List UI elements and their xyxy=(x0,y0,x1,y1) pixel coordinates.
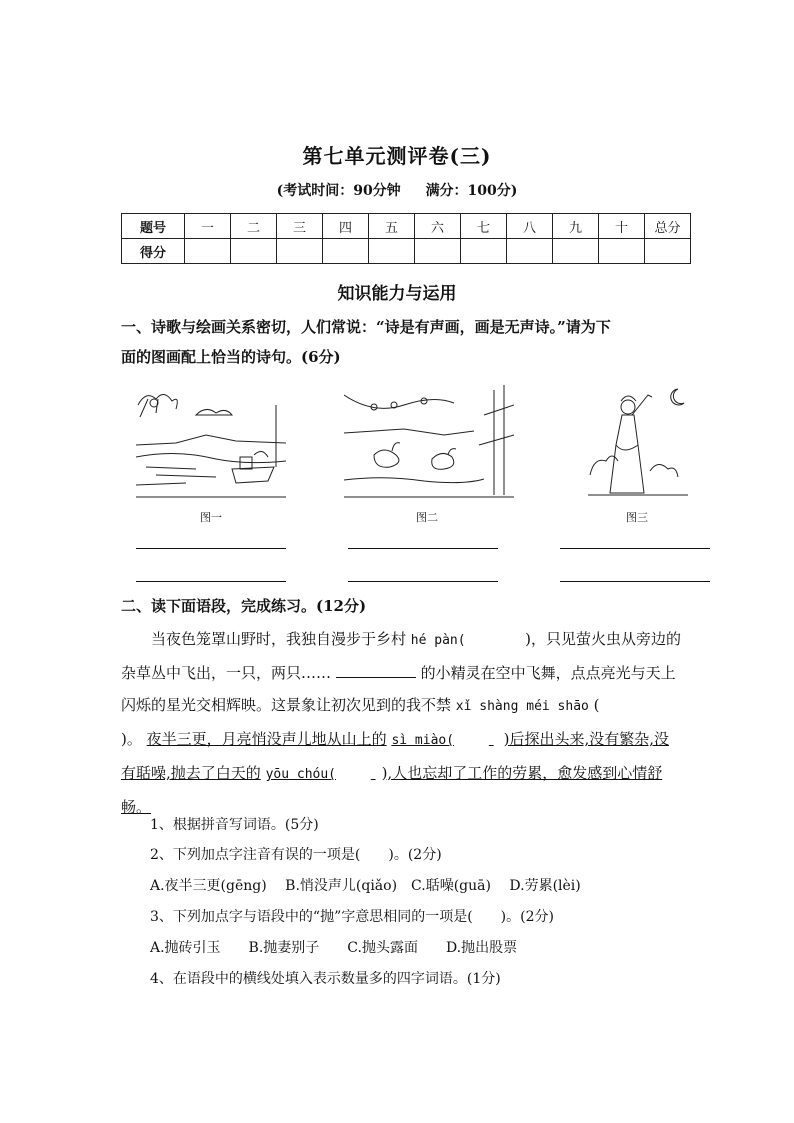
score-cell[interactable] xyxy=(277,239,323,264)
score-col: 七 xyxy=(461,214,507,239)
score-cell[interactable] xyxy=(323,239,369,264)
sub-question-3-options: A.抛砖引玉 B.抛妻别子 C.抛头露面 D.抛出股票 xyxy=(150,940,518,956)
score-col: 一 xyxy=(185,214,231,239)
score-cell[interactable] xyxy=(507,239,553,264)
score-col: 三 xyxy=(277,214,323,239)
underlined-text: ),人也忘却了工作的劳累，愈发感到心情舒畅。 xyxy=(121,764,663,816)
figure-3-illustration xyxy=(588,385,688,500)
sub-question-2-options: A.夜半三更(gēng) B.悄没声儿(qiǎo) C.聒噪(guā) D.劳累(lèi) xyxy=(150,878,581,894)
sub-question-1: 1、根据拼音写词语。(5分) xyxy=(150,817,319,833)
question-2-title: 二、读下面语段，完成练习。(12分) xyxy=(121,597,367,615)
figure-1-caption: 图一 xyxy=(200,511,222,524)
pinyin-you-chou: yōu chóu( xyxy=(265,767,337,782)
answer-line-fig1-1[interactable] xyxy=(136,548,286,549)
underlined-text: 夜半三更，月亮悄没声儿地从山上的 xyxy=(146,730,387,748)
passage-text: ( xyxy=(593,696,600,714)
answer-line-fig2-1[interactable] xyxy=(348,548,498,549)
score-col: 四 xyxy=(323,214,369,239)
sub-question-2: 2、下列加点字注音有误的一项是( )。(2分) xyxy=(150,847,442,863)
reading-passage xyxy=(121,623,681,823)
question-1-line2: 面的图画配上恰当的诗句。(6分) xyxy=(121,348,341,366)
score-cell[interactable] xyxy=(185,239,231,264)
underlined-text: )后探出头来,没有繁杂,没有聒噪,抛去了白天的 xyxy=(121,730,670,782)
question-1-line1: 一、诗歌与绘画关系密切，人们常说：“诗是有声画，画是无声诗。”请为下 xyxy=(121,318,611,336)
score-col: 八 xyxy=(507,214,553,239)
score-table-head-label: 题号 xyxy=(122,214,185,239)
answer-line-fig1-2[interactable] xyxy=(136,581,286,582)
passage-text: )。 xyxy=(121,730,142,748)
pinyin-xi-shang-mei-shao: xǐ shàng méi shāo xyxy=(455,699,589,714)
passage-text: 的小精灵在空中飞舞，点点亮光与天上闪烁的星光交相辉映。这景象让初次见到的我不禁 xyxy=(121,664,676,714)
answer-line-fig2-2[interactable] xyxy=(348,581,498,582)
pinyin-blank[interactable] xyxy=(459,723,499,755)
question-1 xyxy=(121,312,681,372)
figure-1-illustration xyxy=(136,385,286,500)
sub-question-4: 4、在语段中的横线处填入表示数量多的四字词语。(1分) xyxy=(150,971,501,987)
passage-text: 当夜色笼罩山野时，我独自漫步于乡村 xyxy=(151,630,407,648)
score-col: 九 xyxy=(553,214,599,239)
score-cell[interactable] xyxy=(231,239,277,264)
score-table xyxy=(121,213,691,264)
score-cell[interactable] xyxy=(461,239,507,264)
figure-2-illustration xyxy=(344,385,514,500)
section-title: 知识能力与运用 xyxy=(337,284,457,304)
pinyin-si-miao: sì miào( xyxy=(391,733,455,748)
score-cell[interactable] xyxy=(415,239,461,264)
figure-3-caption: 图三 xyxy=(626,511,648,524)
score-table-head-row xyxy=(122,214,691,239)
answer-line-fig3-1[interactable] xyxy=(560,548,710,549)
score-col: 六 xyxy=(415,214,461,239)
exam-info xyxy=(0,180,794,200)
passage-text: )，只见萤火虫从旁边的杂草丛中飞出，一只，两只…… xyxy=(121,630,682,682)
score-col-total: 总分 xyxy=(645,214,691,239)
score-col: 十 xyxy=(599,214,645,239)
page-title: 第七单元测评卷(三) xyxy=(302,144,492,168)
score-col: 五 xyxy=(369,214,415,239)
exam-full-score: 满分：100分) xyxy=(425,183,518,199)
exam-time: (考试时间：90分钟 xyxy=(276,183,401,199)
score-cell[interactable] xyxy=(599,239,645,264)
score-table-score-row xyxy=(122,239,691,264)
score-table-row-label: 得分 xyxy=(122,239,185,264)
score-cell[interactable] xyxy=(645,239,691,264)
quantity-blank[interactable] xyxy=(336,661,416,678)
answer-line-fig3-2[interactable] xyxy=(560,581,710,582)
sub-question-3: 3、下列加点字与语段中的“抛”字意思相同的一项是( )。(2分) xyxy=(150,909,554,925)
figure-2-caption: 图二 xyxy=(416,511,438,524)
score-cell[interactable] xyxy=(369,239,415,264)
score-col: 二 xyxy=(231,214,277,239)
pinyin-he-pan: hé pàn( xyxy=(410,633,466,648)
score-cell[interactable] xyxy=(553,239,599,264)
pinyin-blank[interactable] xyxy=(341,757,377,789)
